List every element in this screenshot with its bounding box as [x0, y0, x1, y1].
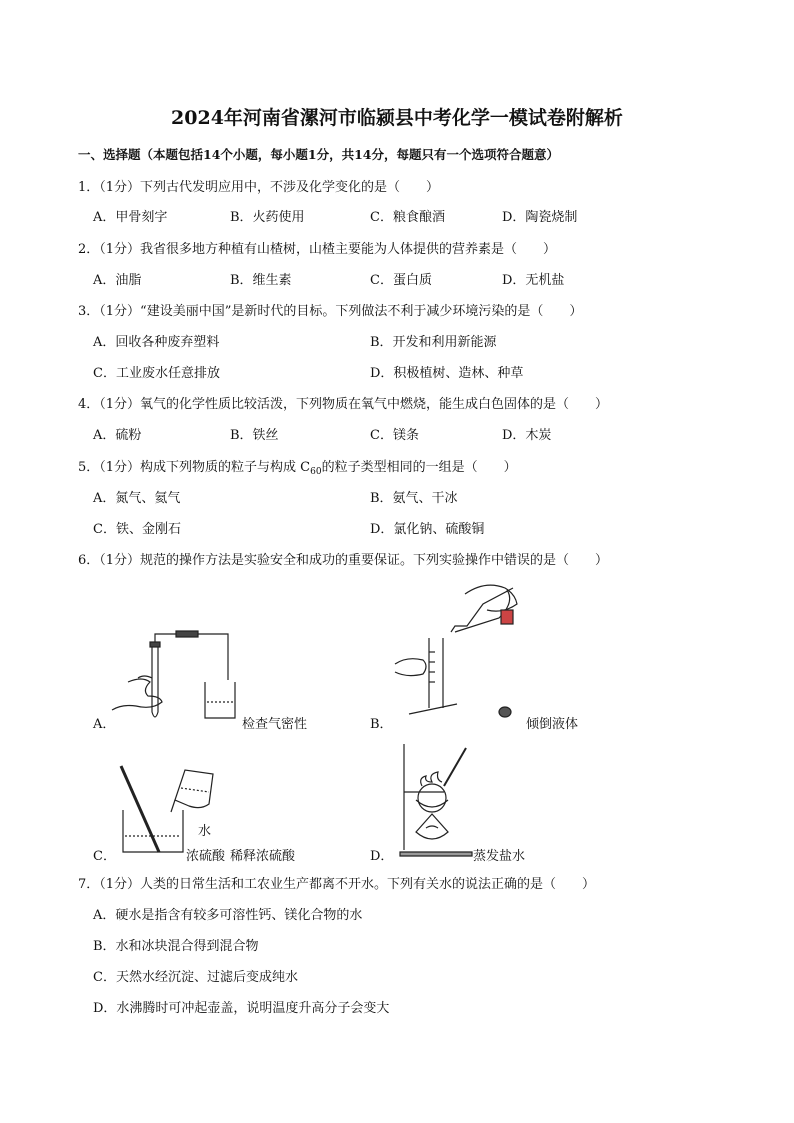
q1-option-a: A．甲骨刻字 — [93, 210, 168, 225]
figure-c-water-label: 水 — [198, 824, 212, 839]
q5-option-d: D．氯化钠、硫酸铜 — [370, 522, 485, 537]
question-7: 7．（1分）人类的日常生活和工农业生产都离不开水。下列有关水的说法正确的是（ ） — [78, 877, 596, 892]
q4-option-a: A．硫粉 — [93, 428, 142, 443]
figure-b-caption: 倾倒液体 — [526, 717, 579, 732]
figure-a-letter: A． — [93, 717, 116, 732]
figure-c-caption: 稀释浓硫酸 — [230, 849, 296, 864]
q4-option-d: D．木炭 — [502, 428, 552, 443]
q5-option-c: C．铁、金刚石 — [93, 522, 181, 537]
question-5 — [78, 456, 517, 477]
q3-option-d: D．积极植树、造林、种草 — [370, 366, 524, 381]
q7-option-d: D．水沸腾时可冲起壶盖，说明温度升高分子会变大 — [93, 1001, 390, 1016]
question-6: 6．（1分）规范的操作方法是实验安全和成功的重要保证。下列实验操作中错误的是（ ） — [78, 553, 609, 568]
figure-b-pouring — [395, 582, 525, 727]
q5-option-a: A．氮气、氦气 — [93, 491, 181, 506]
q7-option-a: A．硬水是指含有较多可溶性钙、镁化合物的水 — [93, 908, 363, 923]
figure-a-airtightness — [110, 630, 250, 730]
figure-a-caption: 检查气密性 — [242, 717, 308, 732]
figure-c-letter: C． — [93, 849, 116, 864]
figure-d-evaporation — [392, 742, 492, 860]
question-3: 3．（1分）“建设美丽中国”是新时代的目标。下列做法不利于减少环境污染的是（ ） — [78, 304, 583, 319]
q3-option-b: B．开发和利用新能源 — [370, 335, 497, 350]
q4-option-c: C．镁条 — [370, 428, 419, 443]
q2-option-b: B．维生素 — [230, 273, 292, 288]
q2-option-c: C．蛋白质 — [370, 273, 432, 288]
question-4: 4．（1分）氧气的化学性质比较活泼，下列物质在氧气中燃烧，能生成白色固体的是（ ） — [78, 397, 609, 412]
section-heading: 一、选择题（本题包括14个小题，每小题1分，共14分，每题只有一个选项符合题意） — [78, 147, 559, 162]
q1-option-c: C．粮食酿酒 — [370, 210, 445, 225]
figure-d-letter: D． — [370, 849, 394, 864]
q1-option-d: D．陶瓷烧制 — [502, 210, 578, 225]
page-title: 2024年河南省漯河市临颍县中考化学一模试卷附解析 — [171, 107, 623, 129]
question-1: 1．（1分）下列古代发明应用中，不涉及化学变化的是（ ） — [78, 180, 440, 195]
q5-text-pre: 5．（1分）构成下列物质的粒子与构成 C — [78, 460, 311, 475]
q7-option-b: B．水和冰块混合得到混合物 — [93, 939, 259, 954]
q5-option-b: B．氨气、干冰 — [370, 491, 458, 506]
figure-d-caption: 蒸发盐水 — [473, 849, 526, 864]
q3-option-a: A．回收各种废弃塑料 — [93, 335, 220, 350]
q1-option-b: B．火药使用 — [230, 210, 305, 225]
q2-option-a: A．油脂 — [93, 273, 142, 288]
figure-c-acid-label: 浓硫酸 — [186, 849, 226, 864]
q5-subscript: 60 — [310, 467, 322, 477]
q5-text-post: 的粒子类型相同的一组是（ ） — [321, 460, 517, 475]
q3-option-c: C．工业废水任意排放 — [93, 366, 220, 381]
q2-option-d: D．无机盐 — [502, 273, 565, 288]
q7-option-c: C．天然水经沉淀、过滤后变成纯水 — [93, 970, 298, 985]
question-2: 2．（1分）我省很多地方种植有山楂树，山楂主要能为人体提供的营养素是（ ） — [78, 242, 557, 257]
figure-b-letter: B． — [370, 717, 393, 732]
q4-option-b: B．铁丝 — [230, 428, 279, 443]
